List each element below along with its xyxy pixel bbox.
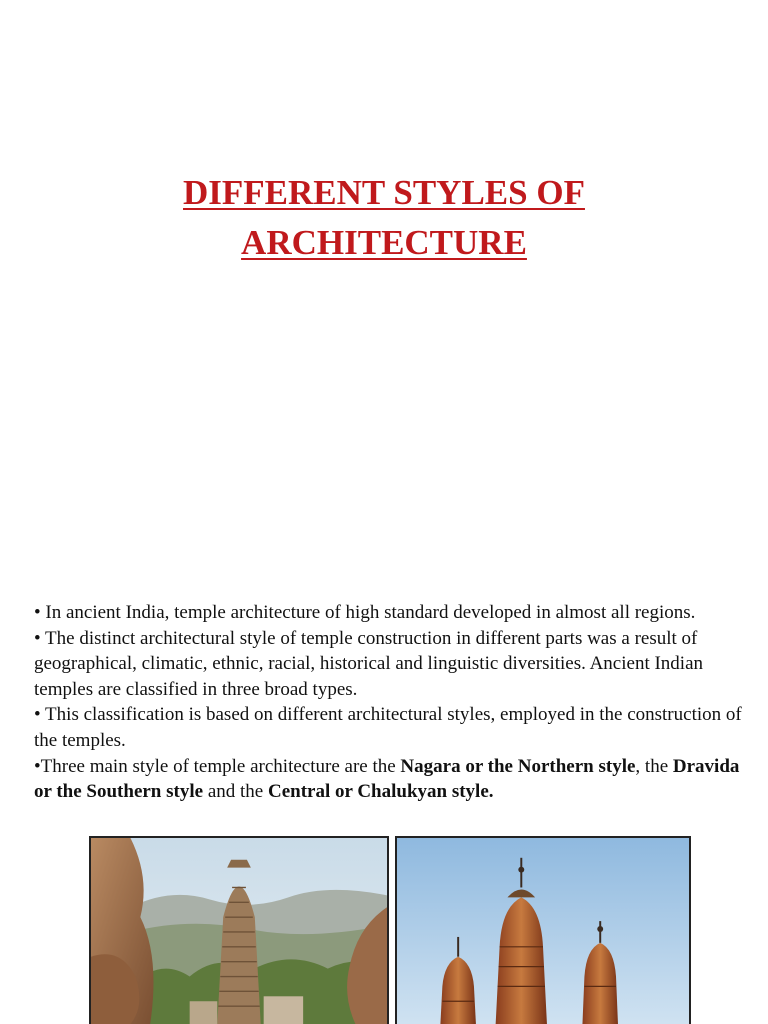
title-line-1: DIFFERENT STYLES OF [183, 173, 585, 212]
style-chalukyan: Central or Chalukyan style. [267, 781, 494, 803]
bullet-4-lead: •Three main style of temple architecture are the [34, 755, 401, 777]
bullet-4-sep-1: , the [635, 755, 673, 777]
bullet-1: • In ancient India, temple architecture of high standard developed in almost all regions. [34, 602, 696, 623]
bullet-2: • The distinct architectural style of temple construction in different parts was a result of geographical, climatic, ethnic, racial, historical and linguistic diversities. Ancient Indian temples are classified in three broad types. [34, 627, 704, 700]
bullet-4-sep-2: and the [203, 781, 268, 803]
nagara-temple-illustration [397, 838, 689, 1024]
dravida-temple-photo [89, 836, 389, 1024]
bullet-4 [34, 754, 744, 805]
nagara-temple-photo [395, 836, 691, 1024]
style-nagara: Nagara or the Northern style [400, 755, 636, 777]
dravida-temple-illustration [91, 838, 387, 1024]
title-line-2: ARCHITECTURE [241, 223, 527, 262]
page-title [0, 168, 768, 268]
bullet-list [34, 600, 744, 805]
style-dravida: Dravida or the Southern style [34, 755, 740, 803]
bullet-3: • This classification is based on different architectural styles, employed in the construction of the temples. [34, 704, 742, 751]
